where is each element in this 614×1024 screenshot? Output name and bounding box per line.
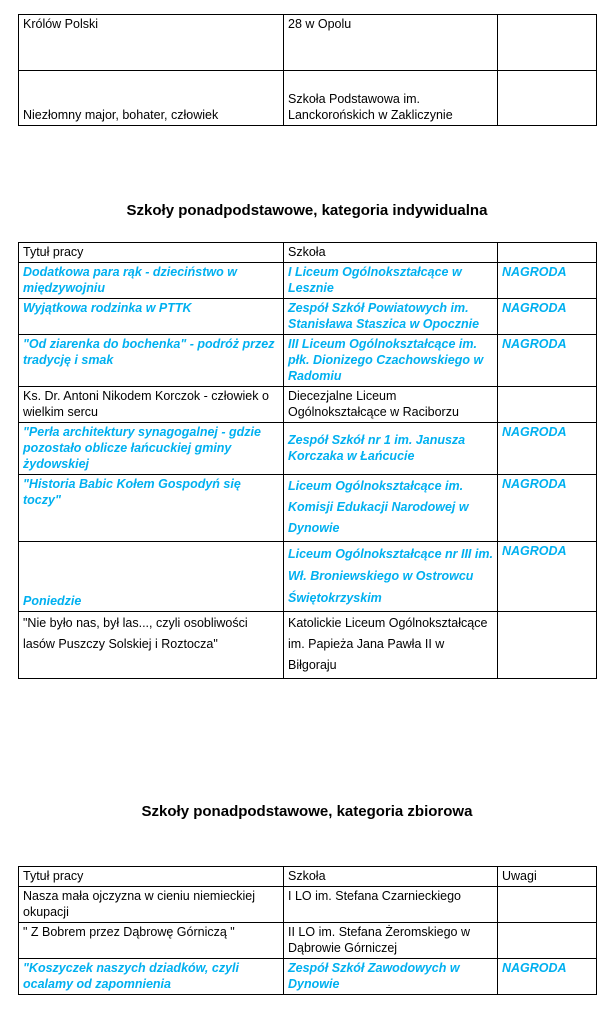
table-row [19, 71, 597, 126]
work-title-cell: Niezłomny major, bohater, człowiek [19, 71, 284, 126]
table-row [19, 423, 597, 475]
table-row [19, 335, 597, 387]
school-cell: I Liceum Ogólnokształcące w Lesznie [284, 263, 498, 299]
table-row [19, 959, 597, 995]
work-title-cell: "Perła architektury synagogalnej - gdzie pozostało oblicze łańcuckiej gminy żydowskiej [19, 423, 284, 475]
note-cell [498, 71, 597, 126]
table-row [19, 263, 597, 299]
column-header-title: Tytuł pracy [19, 243, 284, 263]
table-row [19, 15, 597, 71]
school-cell: Katolickie Liceum Ogólnokształcące im. Papieża Jana Pawła II w Biłgoraju [284, 612, 498, 679]
award-badge: NAGRODA [498, 263, 597, 299]
work-title-cell: "Koszyczek naszych dziadków, czyli ocalamy od zapomnienia [19, 959, 284, 995]
table-row [19, 612, 597, 679]
school-cell: Liceum Ogólnokształcące nr III im. Wł. Broniewskiego w Ostrowcu Świętokrzyskim [284, 542, 498, 612]
table-row [19, 542, 597, 612]
school-cell: Diecezjalne Liceum Ogólnokształcące w Raciborzu [284, 387, 498, 423]
table-header-row [19, 243, 597, 263]
note-cell [498, 15, 597, 71]
work-title-cell: "Od ziarenka do bochenka" - podróż przez tradycję i smak [19, 335, 284, 387]
work-title-cell: " Z Bobrem przez Dąbrowę Górniczą " [19, 923, 284, 959]
school-cell: Liceum Ogólnokształcące im. Komisji Edukacji Narodowej w Dynowie [284, 475, 498, 542]
section-heading-group: Szkoły ponadpodstawowe, kategoria zbiorowa [141, 803, 473, 820]
work-title-cell: Nasza mała ojczyzna w cieniu niemieckiej okupacji [19, 887, 284, 923]
work-title-cell: Wyjątkowa rodzinka w PTTK [19, 299, 284, 335]
table-header-row [19, 867, 597, 887]
work-title-cell: Poniedzie [19, 542, 284, 612]
note-cell [498, 887, 597, 923]
table-row [19, 299, 597, 335]
column-header-title: Tytuł pracy [19, 867, 284, 887]
table-row [19, 887, 597, 923]
school-cell: Zespół Szkół Powiatowych im. Stanisława Staszica w Opocznie [284, 299, 498, 335]
work-title-cell: "Nie było nas, był las..., czyli osobliwości lasów Puszczy Solskiej i Roztocza" [19, 612, 284, 679]
note-cell [498, 387, 597, 423]
award-badge: NAGRODA [498, 423, 597, 475]
award-badge: NAGRODA [498, 299, 597, 335]
table-row [19, 475, 597, 542]
award-badge: NAGRODA [498, 959, 597, 995]
award-badge: NAGRODA [498, 335, 597, 387]
award-badge: NAGRODA [498, 475, 597, 542]
awards-table-group [18, 866, 597, 995]
work-title-cell: Dodatkowa para rąk - dzieciństwo w międzywojniu [19, 263, 284, 299]
awards-table-individual [18, 242, 597, 679]
column-header-school: Szkoła [284, 867, 498, 887]
column-header-note: Uwagi [498, 867, 597, 887]
school-cell: III Liceum Ogólnokształcące im. płk. Dionizego Czachowskiego w Radomiu [284, 335, 498, 387]
work-title-cell: Ks. Dr. Antoni Nikodem Korczok - człowiek o wielkim sercu [19, 387, 284, 423]
school-cell: II LO im. Stefana Żeromskiego w Dąbrowie Górniczej [284, 923, 498, 959]
work-title-cell: "Historia Babic Kołem Gospodyń się toczy" [19, 475, 284, 542]
note-cell [498, 612, 597, 679]
table-row [19, 923, 597, 959]
award-badge: NAGRODA [498, 542, 597, 612]
table-row [19, 387, 597, 423]
school-cell: 28 w Opolu [284, 15, 498, 71]
awards-table-top [18, 14, 597, 126]
column-header-note [498, 243, 597, 263]
school-cell: I LO im. Stefana Czarnieckiego [284, 887, 498, 923]
school-cell: Zespół Szkół nr 1 im. Janusza Korczaka w Łańcucie [284, 423, 498, 475]
column-header-school: Szkoła [284, 243, 498, 263]
school-cell: Szkoła Podstawowa im. Lanckorońskich w Zakliczynie [284, 71, 498, 126]
school-cell: Zespół Szkół Zawodowych w Dynowie [284, 959, 498, 995]
note-cell [498, 923, 597, 959]
section-heading-individual: Szkoły ponadpodstawowe, kategoria indywidualna [126, 202, 488, 219]
work-title-cell: Królów Polski [19, 15, 284, 71]
